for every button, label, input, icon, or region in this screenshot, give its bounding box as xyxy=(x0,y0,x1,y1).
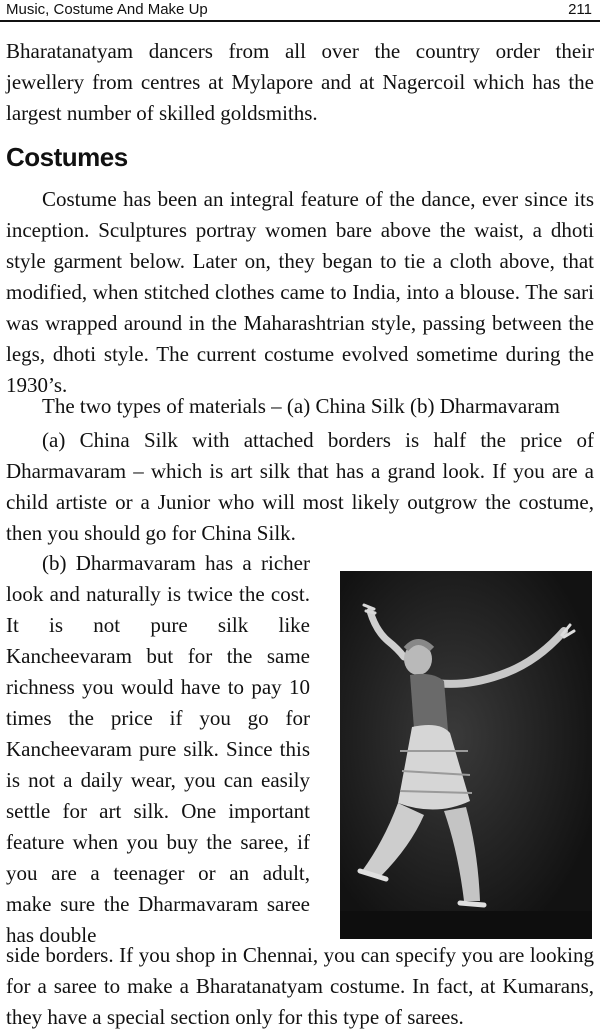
running-header xyxy=(0,0,600,22)
dharmavaram-wrapped-text xyxy=(6,548,310,951)
dancer-illustration xyxy=(340,571,592,939)
costume-history-paragraph: Costume has been an integral feature of the dance, ever since its inception. Sculptures portray women bare above the waist, a dhoti style garment below. Later on, they began to tie a cloth above, that modified, when stitched clothes came to India, into a blouse. The sari was wrapped around in the Maharashtrian style, passing between the legs, dhoti style. The current costume evolved sometime during the 1930’s. xyxy=(6,187,594,397)
intro-paragraph: Bharatanatyam dancers from all over the country order their jewellery from centres at Mylapore and at Nagercoil which has the largest number of skilled goldsmiths. xyxy=(6,39,594,125)
section-heading-costumes: Costumes xyxy=(6,142,128,172)
page-number: 211 xyxy=(568,1,592,18)
running-header-title: Music, Costume And Make Up xyxy=(6,1,208,18)
dharmavaram-paragraph: (b) Dharmavaram has a richer look and naturally is twice the cost. It is not pure silk like Kancheevaram but for the same richness you would have to pay 10 times the price if you go for Kancheevaram pure silk. Since this is not a daily wear, you can easily settle for art silk. One important feature when you buy the saree, if you are a teenager or an adult, make sure the Dharmavaram saree has double xyxy=(6,551,310,947)
shopping-paragraph: side borders. If you shop in Chennai, you can specify you are looking for a saree to make a Bharatanatyam costume. In fact, at Kumarans, they have a special section only for this type of sarees. xyxy=(6,943,594,1029)
china-silk-paragraph: (a) China Silk with attached borders is half the price of Dharmavaram – which is art silk that has a grand look. If you are a child artiste or a Junior who will most likely outgrow the costume, then you should go for China Silk. xyxy=(6,428,594,545)
materials-paragraph: The two types of materials – (a) China Silk (b) Dharmavaram xyxy=(42,394,560,418)
header-rule xyxy=(0,20,600,22)
dancer-photo xyxy=(340,571,592,939)
